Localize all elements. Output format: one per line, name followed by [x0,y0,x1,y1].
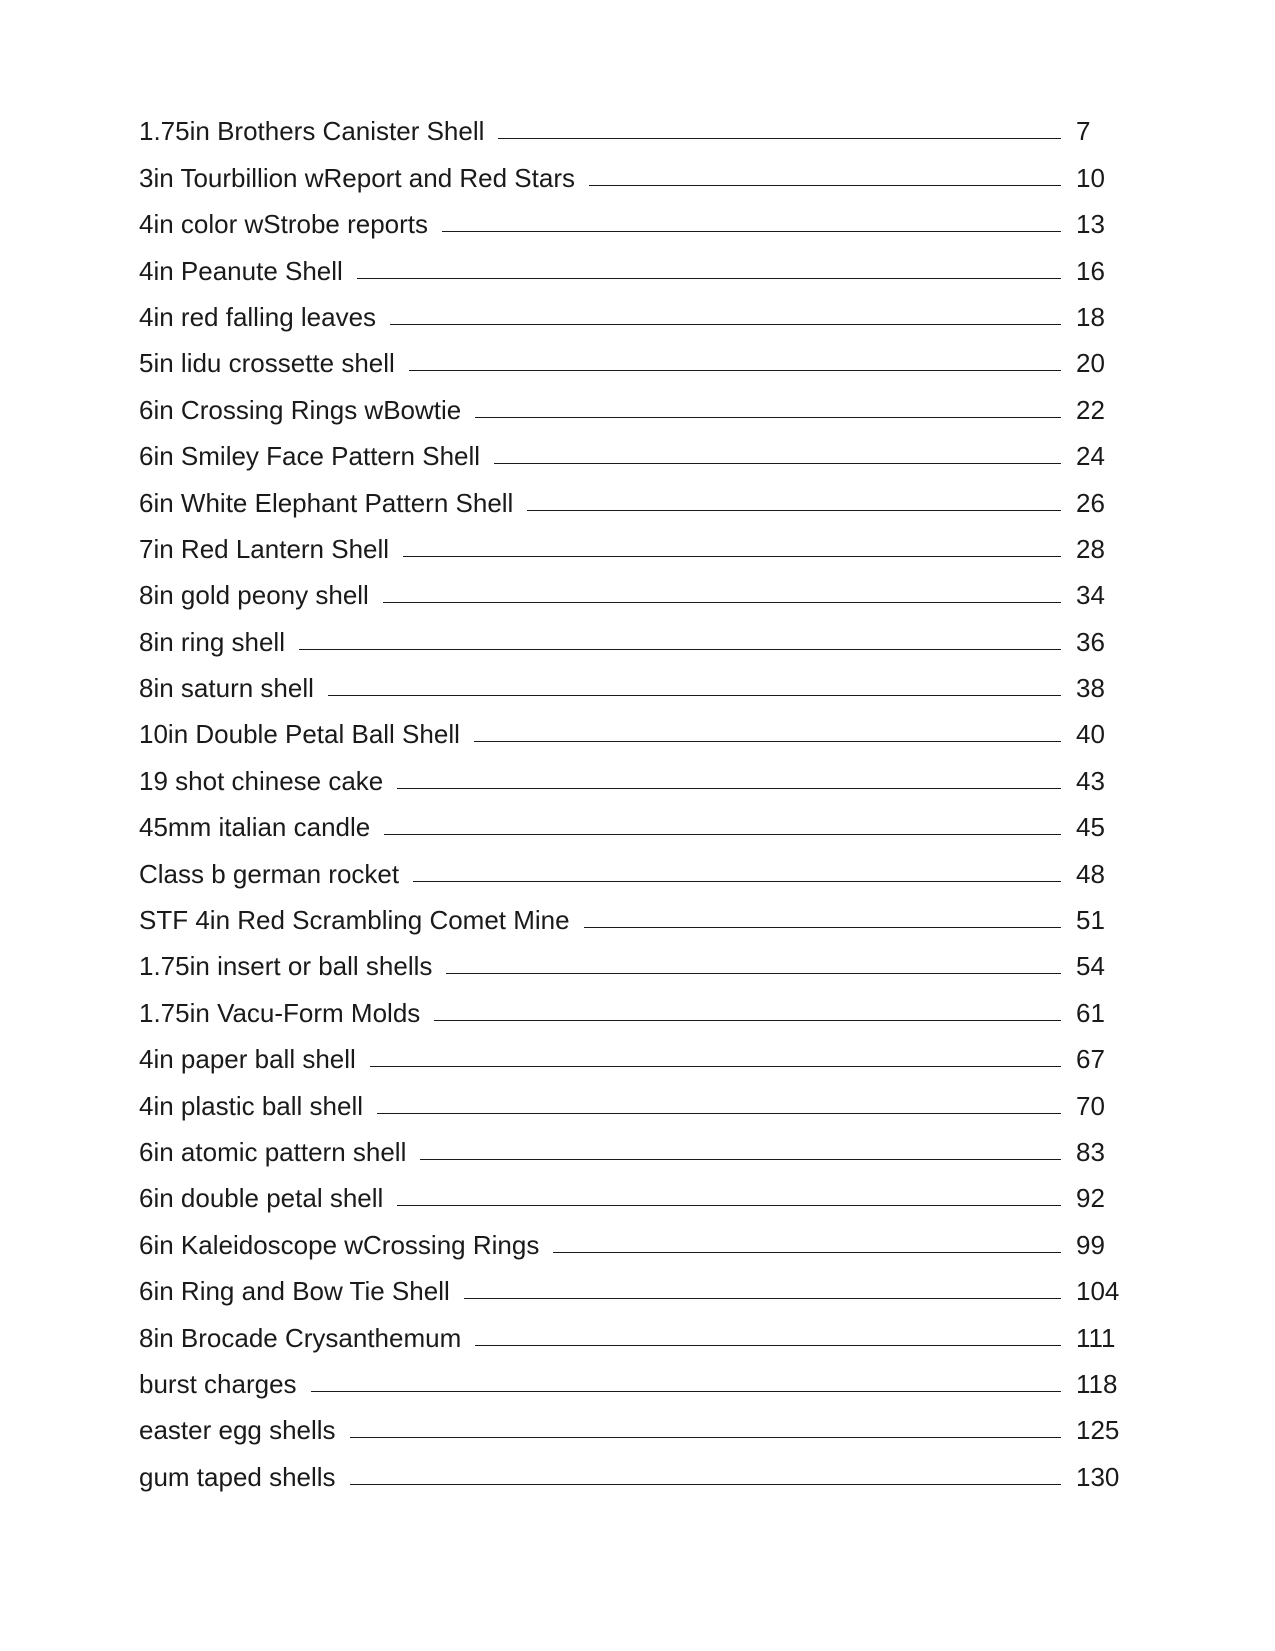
toc-entry[interactable] [139,1221,1119,1267]
toc-leader-line [420,1159,1061,1160]
toc-entry-page-number: 24 [1076,441,1105,472]
toc-entry[interactable] [139,154,1119,200]
toc-leader-line [370,1066,1061,1067]
toc-entry[interactable] [139,433,1119,479]
toc-entry-title: 10in Double Petal Ball Shell [139,719,460,750]
toc-entry-title: 8in Brocade Crysanthemum [139,1322,462,1353]
table-of-contents [139,108,1119,1500]
toc-entry[interactable] [139,526,1119,572]
toc-entry[interactable] [139,618,1119,664]
toc-entry-page-number: 111 [1076,1322,1116,1353]
toc-entry-page-number: 40 [1076,719,1105,750]
toc-leader-line [299,649,1061,650]
toc-entry-title: 8in saturn shell [139,673,314,704]
toc-leader-line [446,973,1061,974]
toc-entry[interactable] [139,201,1119,247]
toc-entry[interactable] [139,1129,1119,1175]
toc-entry[interactable] [139,1268,1119,1314]
toc-entry[interactable] [139,757,1119,803]
toc-entry[interactable] [139,247,1119,293]
toc-leader-line [390,324,1061,325]
toc-leader-line [377,1113,1061,1114]
toc-entry-page-number: 38 [1076,673,1105,704]
toc-entry-title: 1.75in insert or ball shells [139,951,433,982]
toc-leader-line [350,1437,1061,1438]
toc-entry[interactable] [139,479,1119,525]
toc-leader-line [328,695,1061,696]
toc-entry-page-number: 125 [1076,1415,1120,1446]
toc-entry-title: 6in Ring and Bow Tie Shell [139,1276,450,1307]
toc-entry-page-number: 36 [1076,626,1105,657]
toc-entry-title: burst charges [139,1368,297,1399]
toc-entry-page-number: 104 [1076,1276,1120,1307]
toc-entry-page-number: 28 [1076,533,1105,564]
toc-entry-title: 6in White Elephant Pattern Shell [139,487,514,518]
toc-entry-title: 8in ring shell [139,626,285,657]
toc-entry[interactable] [139,1453,1119,1499]
toc-entry-page-number: 92 [1076,1183,1105,1214]
toc-entry-title: 4in plastic ball shell [139,1090,364,1121]
toc-entry-page-number: 26 [1076,487,1105,518]
toc-entry-page-number: 20 [1076,348,1105,379]
toc-entry[interactable] [139,340,1119,386]
toc-entry[interactable] [139,989,1119,1035]
toc-entry-title: gum taped shells [139,1461,336,1492]
toc-leader-line [397,788,1061,789]
toc-entry[interactable] [139,386,1119,432]
toc-entry-page-number: 67 [1076,1044,1105,1075]
toc-leader-line [475,417,1061,418]
toc-leader-line [434,1020,1061,1021]
toc-entry-title: 6in Crossing Rings wBowtie [139,394,462,425]
toc-leader-line [311,1391,1061,1392]
toc-entry-page-number: 48 [1076,858,1105,889]
toc-entry-page-number: 70 [1076,1090,1105,1121]
toc-entry[interactable] [139,711,1119,757]
toc-entry-title: 6in atomic pattern shell [139,1136,407,1167]
toc-entry-page-number: 54 [1076,951,1105,982]
toc-entry-title: 45mm italian candle [139,812,371,843]
toc-entry-title: 1.75in Vacu-Form Molds [139,997,421,1028]
toc-leader-line [475,1345,1061,1346]
toc-entry-title: 19 shot chinese cake [139,765,384,796]
toc-leader-line [464,1298,1061,1299]
toc-leader-line [413,881,1061,882]
toc-entry-title: 4in Peanute Shell [139,255,343,286]
toc-entry-title: 6in double petal shell [139,1183,384,1214]
toc-entry-page-number: 7 [1076,116,1091,147]
toc-entry-page-number: 99 [1076,1229,1105,1260]
toc-entry-title: 6in Kaleidoscope wCrossing Rings [139,1229,540,1260]
toc-entry-page-number: 118 [1076,1368,1118,1399]
toc-entry[interactable] [139,294,1119,340]
toc-entry-page-number: 45 [1076,812,1105,843]
toc-leader-line [397,1205,1061,1206]
toc-entry-page-number: 13 [1076,209,1105,240]
toc-entry[interactable] [139,850,1119,896]
toc-entry-page-number: 130 [1076,1461,1120,1492]
toc-leader-line [527,510,1061,511]
toc-leader-line [383,602,1061,603]
toc-leader-line [403,556,1061,557]
toc-entry[interactable] [139,1361,1119,1407]
toc-leader-line [384,834,1061,835]
toc-entry-page-number: 34 [1076,580,1105,611]
toc-leader-line [553,1252,1061,1253]
toc-entry-title: Class b german rocket [139,858,400,889]
toc-leader-line [589,185,1061,186]
toc-entry[interactable] [139,572,1119,618]
toc-entry-title: 4in paper ball shell [139,1044,356,1075]
toc-leader-line [474,741,1061,742]
toc-entry[interactable] [139,108,1119,154]
toc-leader-line [494,463,1061,464]
toc-entry-page-number: 43 [1076,765,1105,796]
toc-leader-line [498,138,1061,139]
toc-leader-line [442,231,1061,232]
toc-entry-title: 6in Smiley Face Pattern Shell [139,441,481,472]
toc-entry-title: 4in color wStrobe reports [139,209,429,240]
toc-entry-page-number: 16 [1076,255,1105,286]
toc-entry-title: 3in Tourbillion wReport and Red Stars [139,162,575,193]
toc-entry-title: 8in gold peony shell [139,580,369,611]
toc-entry-title: 1.75in Brothers Canister Shell [139,116,485,147]
toc-entry-title: 5in lidu crossette shell [139,348,395,379]
toc-entry[interactable] [139,1036,1119,1082]
toc-entry-title: easter egg shells [139,1415,336,1446]
toc-leader-line [350,1484,1061,1485]
toc-entry[interactable] [139,1175,1119,1221]
toc-leader-line [409,370,1061,371]
toc-entry[interactable] [139,1082,1119,1128]
toc-entry[interactable] [139,1407,1119,1453]
toc-entry[interactable] [139,804,1119,850]
toc-entry-page-number: 18 [1076,301,1105,332]
toc-leader-line [584,927,1061,928]
toc-leader-line [357,278,1061,279]
toc-entry[interactable] [139,897,1119,943]
toc-entry-title: 4in red falling leaves [139,301,377,332]
toc-entry[interactable] [139,665,1119,711]
toc-entry-page-number: 61 [1076,997,1105,1028]
toc-entry[interactable] [139,1314,1119,1360]
toc-entry-page-number: 10 [1076,162,1105,193]
toc-entry[interactable] [139,943,1119,989]
toc-entry-title: STF 4in Red Scrambling Comet Mine [139,905,570,936]
toc-entry-page-number: 22 [1076,394,1105,425]
toc-entry-page-number: 51 [1076,905,1105,936]
toc-entry-title: 7in Red Lantern Shell [139,533,390,564]
toc-entry-page-number: 83 [1076,1136,1105,1167]
